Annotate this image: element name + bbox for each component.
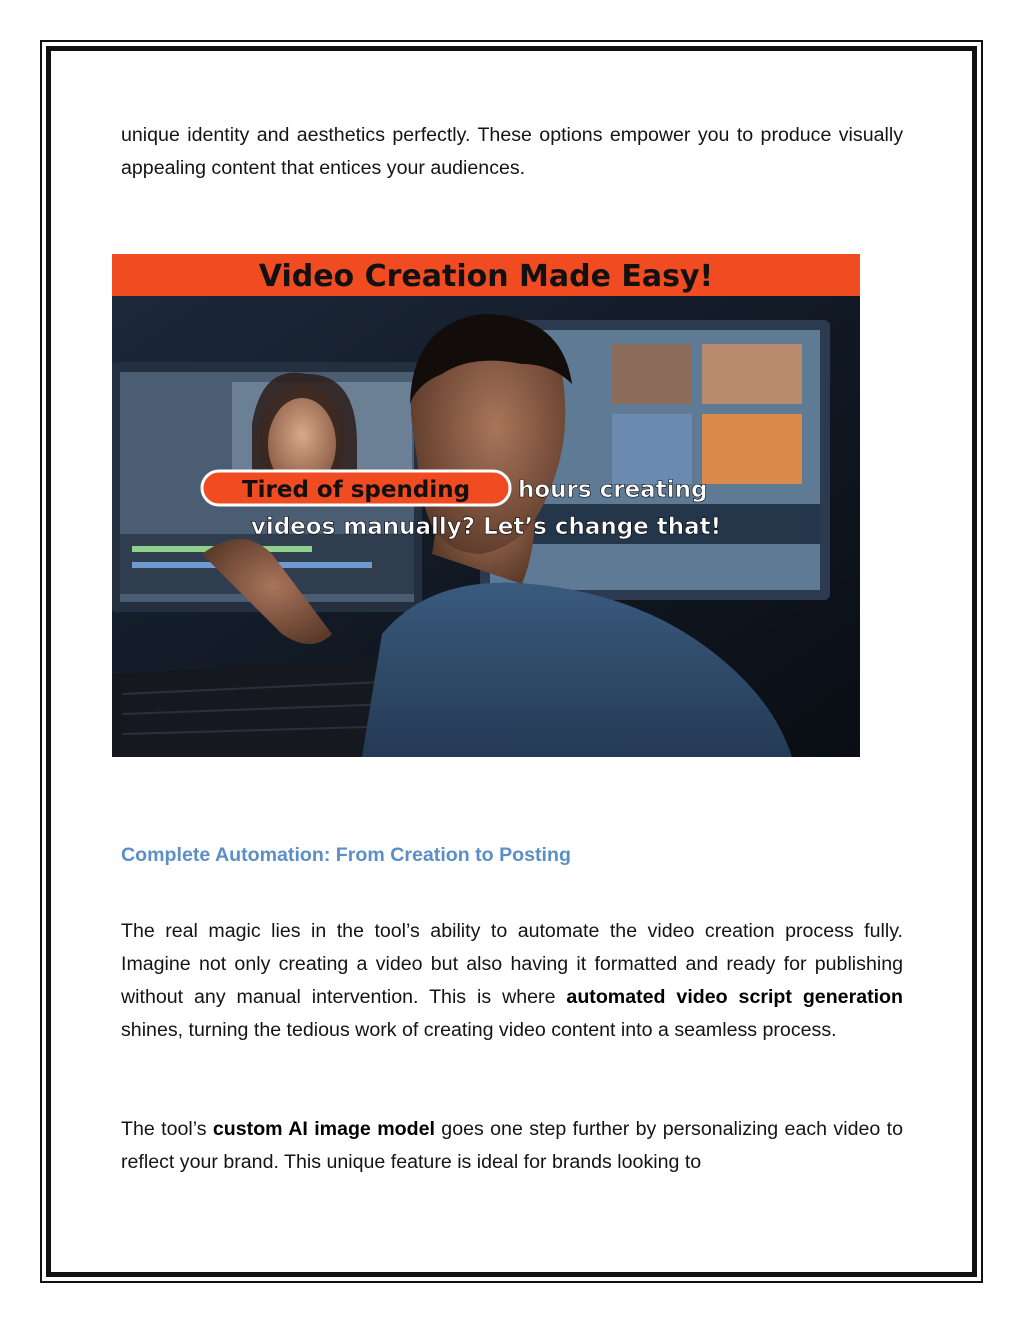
hero-image [112, 254, 860, 757]
section-heading: Complete Automation: From Creation to Posting [121, 844, 571, 866]
paragraph1-text-after: shines, turning the tedious work of creating video content into a seamless process. [121, 1019, 837, 1041]
paragraph1-bold: automated video script generation [566, 986, 903, 1008]
caption-line2: videos manually? Let’s change that! [250, 514, 722, 540]
paragraph2-text-after: goes one step further by personalizing each video to reflect your brand. This unique feature is ideal for brands looking to [121, 1118, 903, 1173]
body-paragraph-1 [121, 915, 903, 1047]
body-paragraph-2 [121, 1113, 903, 1179]
paragraph1-text-before: The real magic lies in the tool’s ability to automate the video creation process fully. Imagine not only creating a video but also having it formatted and ready for publishing without any manual intervention. This is where [121, 920, 903, 1008]
caption-highlight: Tired of spending [241, 477, 471, 503]
paragraph2-text-before: The tool’s [121, 1118, 213, 1140]
caption-line1-rest: hours creating [518, 477, 708, 503]
banner-title: Video Creation Made Easy! [258, 259, 714, 294]
intro-paragraph: unique identity and aesthetics perfectly. These options empower you to produce visually appealing content that entices your audiences. [121, 124, 903, 179]
paragraph2-bold: custom AI image model [212, 1118, 435, 1140]
